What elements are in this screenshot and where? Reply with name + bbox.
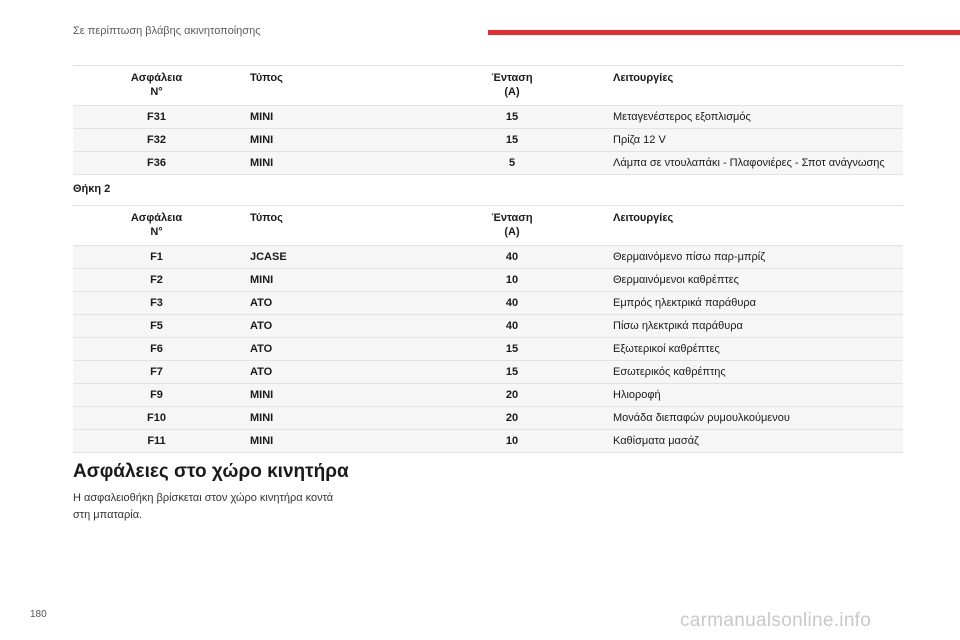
fuse-amperage: 15	[421, 106, 603, 129]
section-body: Η ασφαλειοθήκη βρίσκεται στον χώρο κινητήρα κοντά στη μπαταρία.	[73, 492, 334, 521]
col-function-header: Λειτουργίες	[603, 66, 903, 106]
fuse-number: F10	[73, 407, 240, 430]
fuse-number: F11	[73, 430, 240, 453]
fuse-type: JCASE	[240, 246, 421, 269]
fuse-number: F2	[73, 269, 240, 292]
fuse-type: MINI	[240, 269, 421, 292]
fuse-function: Θερμαινόμενοι καθρέπτες	[603, 269, 903, 292]
table-row	[73, 269, 903, 292]
fuse-type: MINI	[240, 152, 421, 175]
fuse-type: ATO	[240, 292, 421, 315]
table-row	[73, 152, 903, 175]
col-amp-header: Ένταση (A)	[421, 66, 603, 106]
fuse-number: F5	[73, 315, 240, 338]
table-header-row	[73, 66, 903, 106]
fuse-amperage: 15	[421, 361, 603, 384]
fuse-number: F6	[73, 338, 240, 361]
fuse-amperage: 40	[421, 292, 603, 315]
fuse-amperage: 10	[421, 269, 603, 292]
section-title: Ασφάλειες στο χώρο κινητήρα	[73, 461, 349, 482]
fuse-type: ATO	[240, 361, 421, 384]
fuse-function: Πρίζα 12 V	[603, 129, 903, 152]
fuse-type: MINI	[240, 384, 421, 407]
table-row	[73, 246, 903, 269]
table-row	[73, 292, 903, 315]
col-amp-header: Ένταση (A)	[421, 206, 603, 246]
fuse-function: Εξωτερικοί καθρέπτες	[603, 338, 903, 361]
table-row	[73, 361, 903, 384]
fuse-function: Ηλιοροφή	[603, 384, 903, 407]
fusebox-subtitle: Θήκη 2	[73, 183, 111, 195]
fuse-number: F32	[73, 129, 240, 152]
table-row	[73, 384, 903, 407]
fuse-function: Εσωτερικός καθρέπτης	[603, 361, 903, 384]
fuse-amperage: 40	[421, 246, 603, 269]
table-row	[73, 315, 903, 338]
fuse-amperage: 15	[421, 338, 603, 361]
fuse-function: Μονάδα διεπαφών ρυμουλκούμενου	[603, 407, 903, 430]
table-header-row	[73, 206, 903, 246]
fuse-function: Θερμαινόμενο πίσω παρ-μπρίζ	[603, 246, 903, 269]
fuse-number: F36	[73, 152, 240, 175]
col-fuse-header: Ασφάλεια N°	[73, 66, 240, 106]
fuse-amperage: 15	[421, 129, 603, 152]
page-number: 180	[30, 609, 47, 620]
fuse-type: MINI	[240, 407, 421, 430]
fuse-function: Εμπρός ηλεκτρικά παράθυρα	[603, 292, 903, 315]
fuse-function: Μεταγενέστερος εξοπλισμός	[603, 106, 903, 129]
fuse-number: F3	[73, 292, 240, 315]
fuse-number: F1	[73, 246, 240, 269]
table-row	[73, 430, 903, 453]
fuse-type: MINI	[240, 106, 421, 129]
fuse-type: MINI	[240, 129, 421, 152]
table-row	[73, 407, 903, 430]
fuse-table-1	[73, 65, 903, 175]
fuse-type: MINI	[240, 430, 421, 453]
header-accent-bar	[488, 30, 960, 35]
fuse-amperage: 5	[421, 152, 603, 175]
table-row	[73, 129, 903, 152]
watermark: carmanualsonline.info	[680, 610, 872, 631]
running-header: Σε περίπτωση βλάβης ακινητοποίησης	[73, 25, 261, 37]
fuse-table-2	[73, 205, 903, 453]
fuse-amperage: 20	[421, 407, 603, 430]
col-fuse-header: Ασφάλεια N°	[73, 206, 240, 246]
col-function-header: Λειτουργίες	[603, 206, 903, 246]
col-type-header: Τύπος	[240, 66, 421, 106]
fuse-function: Πίσω ηλεκτρικά παράθυρα	[603, 315, 903, 338]
fuse-amperage: 10	[421, 430, 603, 453]
fuse-amperage: 20	[421, 384, 603, 407]
fuse-number: F9	[73, 384, 240, 407]
fuse-type: ATO	[240, 338, 421, 361]
col-type-header: Τύπος	[240, 206, 421, 246]
fuse-amperage: 40	[421, 315, 603, 338]
table-row	[73, 106, 903, 129]
table-row	[73, 338, 903, 361]
fuse-number: F31	[73, 106, 240, 129]
fuse-number: F7	[73, 361, 240, 384]
fuse-type: ATO	[240, 315, 421, 338]
fuse-function: Καθίσματα μασάζ	[603, 430, 903, 453]
fuse-function: Λάμπα σε ντουλαπάκι - Πλαφονιέρες - Σποτ ανάγνωσης	[603, 152, 903, 175]
